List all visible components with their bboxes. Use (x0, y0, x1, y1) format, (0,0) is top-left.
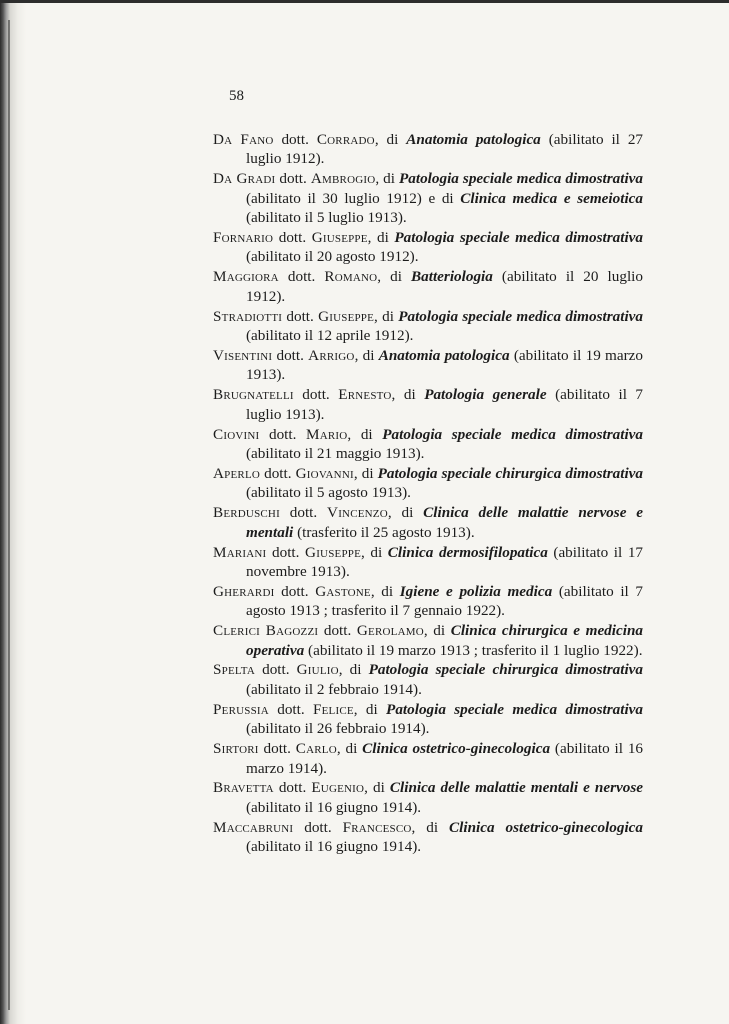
connector: , di (338, 661, 369, 679)
first-name: Mario (306, 425, 348, 443)
connector: , di (375, 170, 399, 188)
list-item (213, 464, 643, 503)
subject-secondary: Clinica medica e semeiotica (460, 189, 643, 207)
surname: Aperlo (213, 464, 261, 482)
first-name: Corrado (316, 131, 375, 148)
connector: , di (377, 268, 412, 286)
subject: Clinica delle malattie mentali e nervose (389, 779, 643, 797)
list-item (213, 503, 643, 542)
first-name: Felice (312, 700, 354, 718)
list-item (213, 818, 643, 857)
subject: Clinica ostetrico-ginecologica (362, 740, 551, 758)
title: dott. (323, 622, 352, 640)
list-item (213, 385, 643, 424)
title: dott. (264, 464, 292, 482)
details: (abilitato il 16 giugno 1914). (246, 798, 422, 816)
title: dott. (276, 346, 304, 364)
details: (abilitato il 21 maggio 1913). (246, 445, 425, 462)
subject: Patologia speciale chirurgica dimostrativa (377, 464, 643, 482)
list-item (213, 267, 643, 306)
list-item (213, 660, 643, 699)
details: (abilitato il 12 aprile 1912). (246, 327, 414, 345)
subject: Patologia speciale medica dimostrativa (382, 425, 644, 443)
page-number: 58 (229, 88, 244, 104)
surname: Gherardi (213, 582, 275, 600)
subject: Igiene e polizia medica (399, 582, 553, 600)
first-name: Francesco (342, 818, 412, 836)
connector: , di (364, 779, 390, 797)
title: dott. (281, 131, 309, 148)
first-name: Gastone (315, 582, 371, 600)
subject: Anatomia patologica (406, 131, 541, 148)
subject: Patologia speciale medica dimostrativa (398, 307, 643, 325)
details: (abilitato il 26 febbraio 1914). (246, 720, 430, 738)
first-name: Ernesto (338, 386, 392, 404)
title: dott. (278, 229, 307, 247)
list-item (213, 169, 643, 227)
surname: Clerici Bagozzi (213, 622, 319, 640)
surname: Stradiotti (213, 307, 283, 325)
surname: Brugnatelli (213, 386, 294, 404)
title: dott. (304, 818, 332, 836)
list-item (213, 307, 643, 346)
surname: Ciovini (213, 425, 260, 443)
connector: , di (353, 464, 378, 482)
first-name: Eugenio (311, 779, 365, 797)
details: (abilitato il 19 marzo 1913). (246, 346, 644, 384)
connector: , di (387, 504, 424, 522)
connector: , di (353, 700, 387, 718)
first-name: Vincenzo (327, 504, 388, 522)
title: dott. (272, 543, 300, 561)
first-name: Giulio (296, 661, 339, 679)
details: (abilitato il 17 novembre 1913). (246, 543, 644, 580)
subject: Clinica ostetrico-ginecologica (449, 818, 644, 836)
details: (abilitato il 7 luglio 1913). (246, 386, 644, 423)
subject: Clinica dermosifilopatica (387, 543, 548, 561)
details: (abilitato il 7 agosto 1913 ; trasferito il 7 gennaio 1922). (246, 582, 644, 620)
connector: , di (391, 386, 425, 404)
title: dott. (263, 740, 291, 758)
list-item (213, 700, 643, 739)
details-secondary: (abilitato il 5 luglio 1913). (246, 209, 407, 227)
title: dott. (286, 307, 314, 325)
surname: Bravetta (213, 779, 274, 797)
list-item (213, 425, 643, 464)
first-name: Giuseppe (318, 307, 375, 325)
first-name: Romano (324, 268, 378, 286)
list-item (213, 778, 643, 817)
details: (abilitato il 20 agosto 1912). (246, 248, 419, 266)
first-name: Ambrogio (310, 170, 376, 188)
surname: Maccabruni (213, 818, 294, 836)
first-name: Giuseppe (311, 229, 368, 247)
details: (abilitato il 20 luglio 1912). (246, 268, 643, 305)
surname: Visentini (213, 346, 273, 364)
subject: Batteriologia (411, 268, 493, 286)
connector: , di (423, 622, 451, 640)
surname: Sirtori (213, 740, 259, 758)
connector: , di (336, 740, 363, 758)
list-item (213, 228, 643, 267)
list-item (213, 582, 643, 621)
list-item (213, 130, 643, 169)
scan-top-edge (0, 0, 729, 3)
details: (abilitato il 16 marzo 1914). (246, 740, 644, 777)
subject: Anatomia patologica (378, 346, 510, 364)
connector: , di (411, 818, 450, 836)
connector: , di (354, 346, 379, 364)
surname: Maggiora (213, 268, 279, 286)
surname: Perussia (213, 700, 269, 718)
first-name: Carlo (295, 740, 337, 758)
subject: Patologia speciale medica dimostrativa (386, 700, 643, 718)
connector: , di (347, 425, 383, 443)
surname: Da Fano (213, 131, 274, 148)
surname: Mariani (213, 543, 267, 561)
binding-shadow (8, 20, 10, 1010)
title: dott. (278, 779, 307, 797)
list-item (213, 621, 643, 660)
connector: , di (374, 307, 399, 325)
title: dott. (277, 700, 305, 718)
first-name: Arrigo (308, 346, 355, 364)
details: (abilitato il 19 marzo 1913 ; trasferito il 1 luglio 1922). (304, 641, 643, 659)
details: (abilitato il 16 giugno 1914). (246, 838, 422, 856)
title: dott. (268, 425, 297, 443)
details: (abilitato il 2 febbraio 1914). (246, 680, 422, 698)
first-name: Giuseppe (305, 543, 361, 561)
subject: Patologia speciale medica dimostrativa (394, 229, 643, 247)
surname: Spelta (213, 661, 255, 679)
docent-list (213, 130, 643, 857)
details: (trasferito il 25 agosto 1913). (293, 523, 475, 541)
subject: Patologia speciale chirurgica dimostrativa (368, 661, 644, 679)
surname: Fornario (213, 229, 274, 247)
list-item (213, 543, 643, 582)
title: dott. (279, 170, 307, 188)
connector: , di (370, 582, 400, 600)
title: dott. (289, 504, 318, 522)
title: dott. (287, 268, 316, 286)
subject: Clinica delle malattie nervose e mentali (246, 504, 643, 541)
list-item (213, 346, 643, 385)
list-item (213, 739, 643, 778)
title: dott. (302, 386, 330, 404)
binding-edge (0, 0, 26, 1024)
details: (abilitato il 5 agosto 1913). (246, 484, 411, 502)
surname: Da Gradi (213, 170, 276, 188)
connector: , di (361, 543, 388, 561)
surname: Berduschi (213, 504, 280, 522)
subject: Clinica chirurgica e medicina operativa (246, 622, 643, 659)
subject: Patologia generale (424, 386, 547, 404)
first-name: Gerolamo (356, 622, 424, 640)
first-name: Giovanni (295, 464, 354, 482)
connector: , di (374, 131, 407, 148)
title: dott. (262, 661, 290, 679)
subject: Patologia speciale medica dimostrativa (399, 170, 644, 188)
title: dott. (281, 582, 309, 600)
details: (abilitato il 27 luglio 1912). (246, 131, 644, 168)
details: (abilitato il 30 luglio 1912) e di (246, 189, 461, 207)
connector: , di (367, 229, 395, 247)
